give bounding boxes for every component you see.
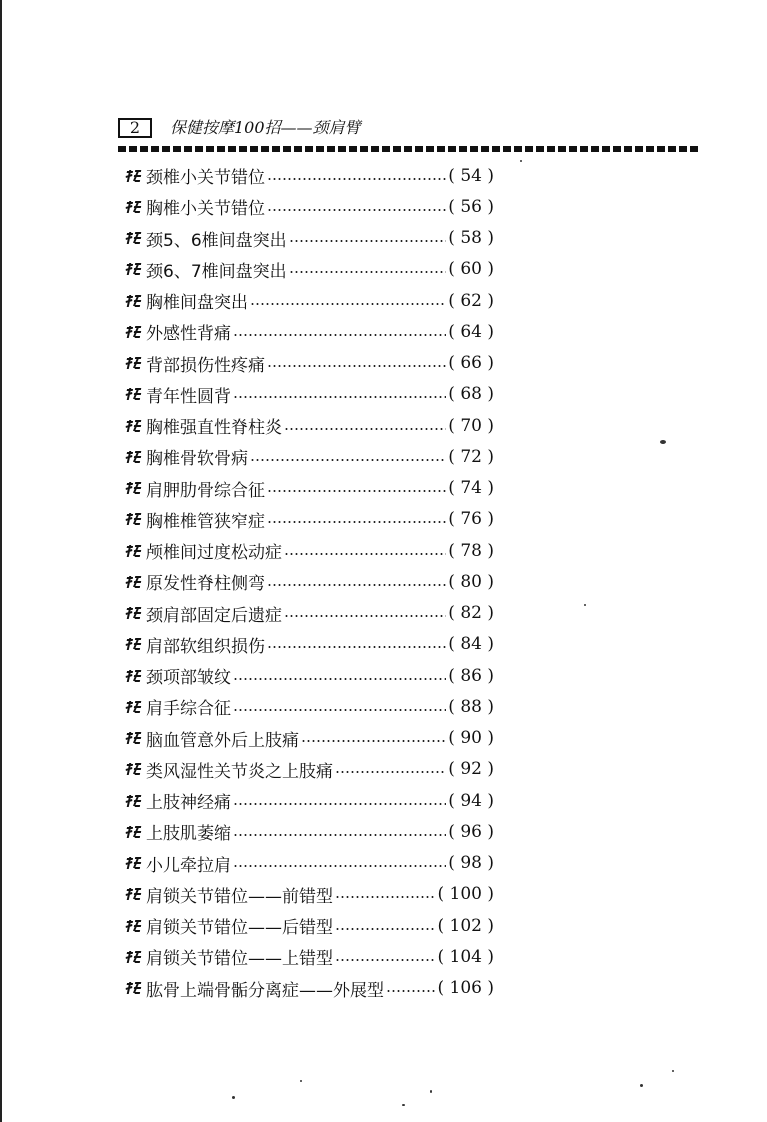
entry-page-number: ( 60 )	[448, 259, 494, 280]
entry-page-number: ( 56 )	[448, 196, 494, 217]
toc-entry[interactable]	[124, 473, 494, 504]
scan-speck	[660, 440, 666, 444]
entry-marker-icon	[123, 200, 144, 214]
entry-marker-icon	[123, 950, 144, 964]
entry-marker-icon	[123, 887, 144, 901]
entry-title: 肩部软组织损伤	[146, 636, 265, 657]
toc-entry[interactable]	[124, 191, 494, 222]
entry-title: 颈6、7椎间盘突出	[146, 261, 287, 282]
entry-page-number: ( 98 )	[448, 853, 494, 874]
entry-marker-icon	[123, 794, 144, 808]
entry-page-number: ( 86 )	[448, 665, 494, 686]
dot-leader	[233, 678, 446, 680]
toc-entry[interactable]	[124, 941, 494, 972]
entry-title: 胸椎椎管狭窄症	[146, 511, 265, 532]
entry-page-number: ( 70 )	[448, 415, 494, 436]
entry-page-number: ( 88 )	[448, 696, 494, 717]
toc-entry[interactable]	[124, 629, 494, 660]
entry-title: 胸椎强直性脊柱炎	[146, 418, 282, 439]
entry-page-number: ( 74 )	[448, 478, 494, 499]
dot-leader	[267, 209, 446, 211]
toc-entry[interactable]	[124, 598, 494, 629]
entry-page-number: ( 84 )	[448, 634, 494, 655]
dot-leader	[267, 490, 446, 492]
entry-title: 类风湿性关节炎之上肢痛	[146, 761, 333, 782]
entry-page-number: ( 104 )	[437, 946, 494, 967]
entry-title: 脑血管意外后上肢痛	[146, 730, 299, 751]
toc-entry[interactable]	[124, 910, 494, 941]
entry-marker-icon	[123, 700, 144, 714]
entry-page-number: ( 76 )	[448, 509, 494, 530]
scan-speck	[430, 1090, 432, 1093]
entry-page-number: ( 92 )	[448, 759, 494, 780]
entry-marker-icon	[123, 450, 144, 464]
entry-page-number: ( 90 )	[448, 728, 494, 749]
dot-leader	[233, 803, 446, 805]
scan-speck	[300, 1080, 302, 1082]
toc-entry[interactable]	[124, 754, 494, 785]
dot-leader	[335, 928, 435, 930]
entry-marker-icon	[123, 606, 144, 620]
toc-entry[interactable]	[124, 379, 494, 410]
entry-page-number: ( 54 )	[448, 165, 494, 186]
scan-speck	[402, 1104, 405, 1106]
entry-title: 颈椎小关节错位	[146, 168, 265, 189]
entry-marker-icon	[123, 387, 144, 401]
entry-title: 颅椎间过度松动症	[146, 543, 282, 564]
entry-marker-icon	[123, 325, 144, 339]
dot-leader	[335, 959, 435, 961]
dot-leader	[267, 178, 446, 180]
dot-leader	[289, 240, 447, 242]
entry-marker-icon	[123, 262, 144, 276]
dot-leader	[267, 646, 446, 648]
dot-leader	[233, 865, 446, 867]
entry-page-number: ( 82 )	[448, 603, 494, 624]
entry-marker-icon	[123, 856, 144, 870]
toc-entry[interactable]	[124, 691, 494, 722]
entry-page-number: ( 80 )	[448, 571, 494, 592]
entry-title: 肩手综合征	[146, 699, 231, 720]
scan-speck	[640, 1084, 643, 1087]
page-edge-line	[0, 0, 2, 1122]
entry-page-number: ( 106 )	[437, 978, 494, 999]
entry-page-number: ( 100 )	[437, 884, 494, 905]
entry-title: 青年性圆背	[146, 386, 231, 407]
running-header	[118, 118, 698, 142]
entry-marker-icon	[123, 169, 144, 183]
entry-title: 原发性脊柱侧弯	[146, 574, 265, 595]
dot-leader	[284, 553, 446, 555]
dot-leader	[233, 396, 446, 398]
toc-entry[interactable]	[124, 316, 494, 347]
entry-marker-icon	[123, 731, 144, 745]
toc-entry[interactable]	[124, 973, 494, 1004]
entry-title: 胸椎小关节错位	[146, 199, 265, 220]
entry-title: 小儿牵拉肩	[146, 855, 231, 876]
book-title: 保健按摩100招——颈肩臂	[170, 118, 361, 137]
entry-marker-icon	[123, 669, 144, 683]
entry-title: 背部损伤性疼痛	[146, 355, 265, 376]
dot-leader	[267, 584, 446, 586]
entry-page-number: ( 58 )	[448, 228, 494, 249]
entry-marker-icon	[123, 825, 144, 839]
entry-page-number: ( 78 )	[448, 540, 494, 561]
entry-title: 肱骨上端骨骺分离症——外展型	[146, 980, 384, 1001]
entry-title: 颈5、6椎间盘突出	[146, 230, 287, 251]
entry-marker-icon	[123, 419, 144, 433]
dot-leader	[335, 896, 435, 898]
scan-speck	[520, 160, 522, 162]
entry-title: 肩锁关节错位——上错型	[146, 949, 333, 970]
entry-title: 颈项部皱纹	[146, 668, 231, 689]
toc-entry[interactable]	[124, 566, 494, 597]
scan-speck	[232, 1096, 235, 1099]
entry-title: 上肢肌萎缩	[146, 824, 231, 845]
entry-marker-icon	[123, 294, 144, 308]
dot-leader	[233, 334, 446, 336]
entry-marker-icon	[123, 762, 144, 776]
entry-marker-icon	[123, 231, 144, 245]
dot-leader	[267, 521, 446, 523]
entry-marker-icon	[123, 919, 144, 933]
dot-leader	[301, 740, 446, 742]
dot-leader	[284, 615, 446, 617]
toc-entry[interactable]	[124, 879, 494, 910]
dot-leader	[386, 990, 435, 992]
entry-marker-icon	[123, 575, 144, 589]
toc-entry[interactable]	[124, 285, 494, 316]
dot-leader	[250, 303, 446, 305]
entry-marker-icon	[123, 512, 144, 526]
toc-entry[interactable]	[124, 160, 494, 191]
entry-marker-icon	[123, 544, 144, 558]
dot-leader	[267, 365, 446, 367]
entry-marker-icon	[123, 356, 144, 370]
entry-page-number: ( 94 )	[448, 790, 494, 811]
toc-entry[interactable]	[124, 723, 494, 754]
page-number-box: 2	[118, 118, 152, 138]
dot-leader	[233, 709, 446, 711]
header-dashed-rule	[118, 146, 698, 152]
entry-title: 肩胛肋骨综合征	[146, 480, 265, 501]
entry-page-number: ( 62 )	[448, 290, 494, 311]
entry-page-number: ( 64 )	[448, 321, 494, 342]
entry-title: 上肢神经痛	[146, 793, 231, 814]
toc-entry[interactable]	[124, 410, 494, 441]
dot-leader	[284, 428, 446, 430]
toc-entry[interactable]	[124, 504, 494, 535]
toc-entry[interactable]	[124, 223, 494, 254]
entry-page-number: ( 72 )	[448, 446, 494, 467]
entry-title: 颈肩部固定后遗症	[146, 605, 282, 626]
entry-title: 肩锁关节错位——前错型	[146, 886, 333, 907]
table-of-contents	[124, 160, 494, 1004]
entry-title: 外感性背痛	[146, 324, 231, 345]
entry-marker-icon	[123, 981, 144, 995]
toc-entry[interactable]	[124, 535, 494, 566]
toc-entry[interactable]	[124, 816, 494, 847]
entry-marker-icon	[123, 637, 144, 651]
entry-title: 胸椎骨软骨病	[146, 449, 248, 470]
toc-entry[interactable]	[124, 785, 494, 816]
scan-speck	[584, 604, 586, 606]
entry-page-number: ( 102 )	[437, 915, 494, 936]
toc-entry[interactable]	[124, 660, 494, 691]
dot-leader	[233, 834, 446, 836]
dot-leader	[335, 771, 446, 773]
toc-entry[interactable]	[124, 441, 494, 472]
entry-page-number: ( 66 )	[448, 353, 494, 374]
dot-leader	[289, 271, 447, 273]
entry-title: 胸椎间盘突出	[146, 293, 248, 314]
entry-page-number: ( 68 )	[448, 384, 494, 405]
entry-page-number: ( 96 )	[448, 821, 494, 842]
toc-entry[interactable]	[124, 254, 494, 285]
scan-speck	[672, 1070, 674, 1072]
entry-marker-icon	[123, 481, 144, 495]
toc-entry[interactable]	[124, 848, 494, 879]
entry-title: 肩锁关节错位——后错型	[146, 918, 333, 939]
toc-entry[interactable]	[124, 348, 494, 379]
dot-leader	[250, 459, 446, 461]
